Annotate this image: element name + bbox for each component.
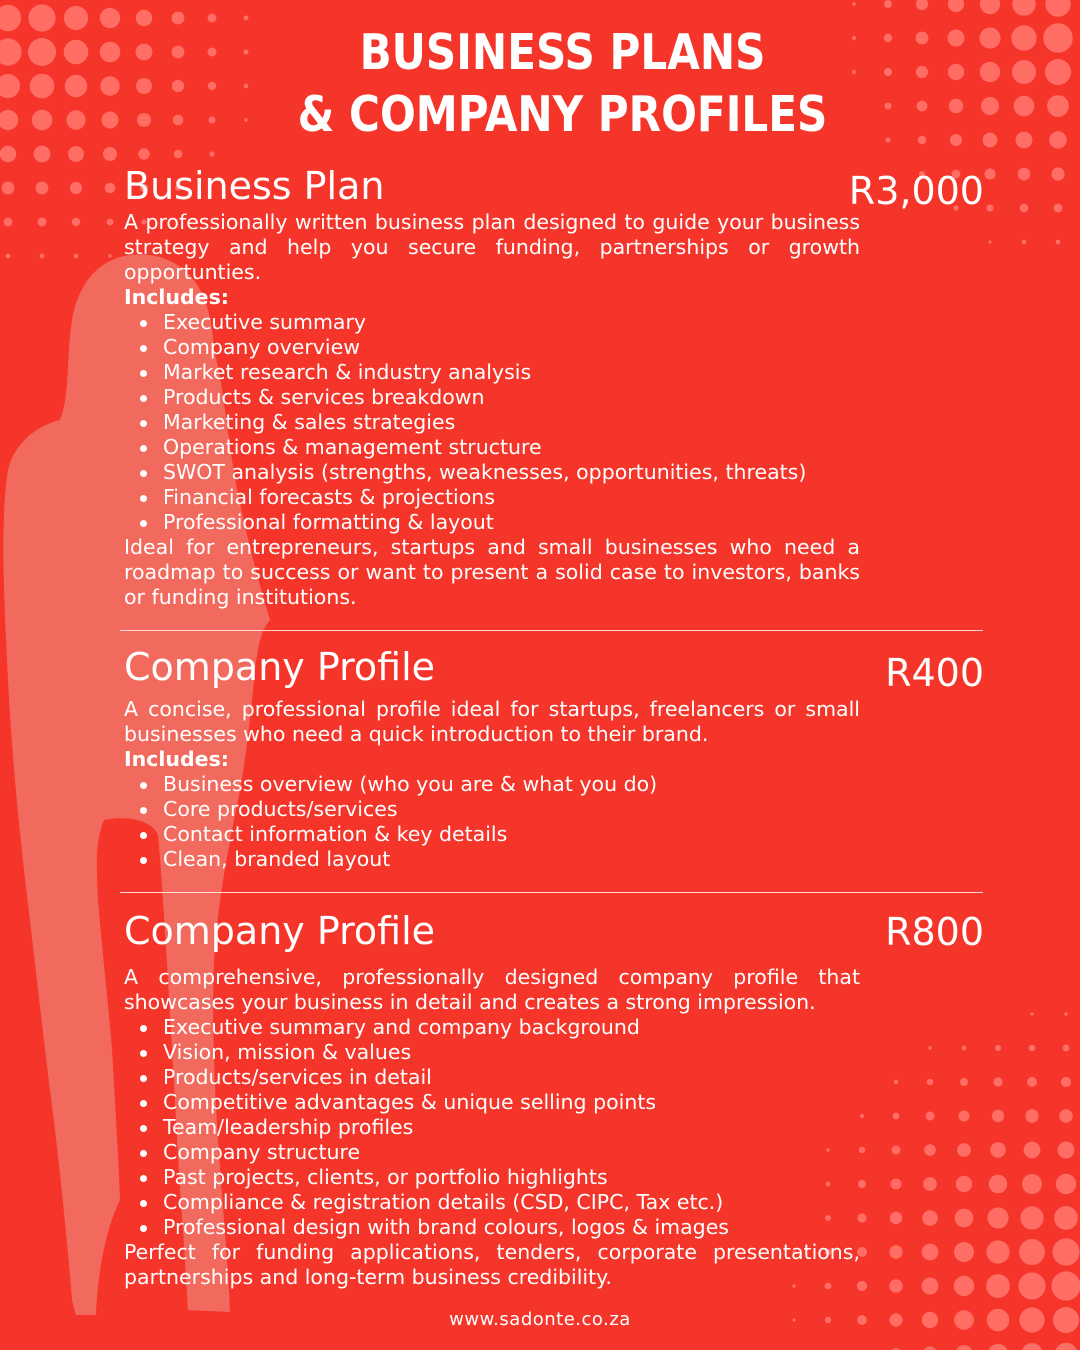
page-title [79,22,1047,146]
list-item: Products/services in detail [163,1065,860,1090]
feature-list [124,310,860,535]
list-item: Professional formatting & layout [163,510,860,535]
list-item: Marketing & sales strategies [163,410,860,435]
price-tag: R3,000 [848,169,984,213]
list-item: Company overview [163,335,860,360]
list-item: Vision, mission & values [163,1040,860,1065]
section-divider [120,630,983,631]
feature-list [124,772,860,872]
list-item: Compliance & registration details (CSD, CIPC, Tax etc.) [163,1190,860,1215]
list-item: Professional design with brand colours, logos & images [163,1215,860,1240]
feature-list [124,1015,860,1240]
section-title: Business Plan [124,164,385,208]
section-outro: Perfect for funding applications, tenders, corporate presentations, partnerships and long-term business credibility. [124,1240,860,1289]
company-profile-comprehensive-section [124,908,984,1293]
website-link[interactable]: www.sadonte.co.za [449,1309,631,1330]
section-body [124,697,860,872]
list-item: Competitive advantages & unique selling points [163,1090,860,1115]
list-item: Past projects, clients, or portfolio highlights [163,1165,860,1190]
list-item: Business overview (who you are & what you do) [163,772,860,797]
section-body [124,210,860,610]
list-item: Executive summary and company background [163,1015,860,1040]
list-item: Core products/services [163,797,860,822]
section-outro: Ideal for entrepreneurs, startups and small businesses who need a roadmap to success or want to present a solid case to investors, banks or funding institutions. [124,535,860,609]
list-item: Products & services breakdown [163,385,860,410]
list-item: Contact information & key details [163,822,860,847]
list-item: Company structure [163,1140,860,1165]
includes-label: Includes: [124,285,229,309]
section-intro: A concise, professional profile ideal for startups, freelancers or small businesses who need a quick introduction to their brand. [124,697,860,746]
includes-label: Includes: [124,747,229,771]
section-title: Company Profile [124,909,436,953]
page-title-line-1: BUSINESS PLANS [359,24,766,81]
price-tag: R400 [885,651,984,695]
list-item: Market research & industry analysis [163,360,860,385]
company-profile-basic-section [124,644,984,879]
list-item: SWOT analysis (strengths, weaknesses, opportunities, threats) [163,460,860,485]
list-item: Executive summary [163,310,860,335]
price-tag: R800 [885,910,984,954]
section-intro: A professionally written business plan designed to guide your business strategy and help you secure funding, partnerships or growth opportunties. [124,210,860,284]
section-divider [120,892,983,893]
list-item: Financial forecasts & projections [163,485,860,510]
business-plan-section [124,163,984,613]
list-item: Clean, branded layout [163,847,860,872]
list-item: Operations & management structure [163,435,860,460]
page-title-line-2: & COMPANY PROFILES [297,86,828,143]
section-body [124,965,860,1290]
list-item: Team/leadership profiles [163,1115,860,1140]
section-intro: A comprehensive, professionally designed company profile that showcases your business in detail and creates a strong impression. [124,965,860,1014]
section-title: Company Profile [124,645,436,689]
